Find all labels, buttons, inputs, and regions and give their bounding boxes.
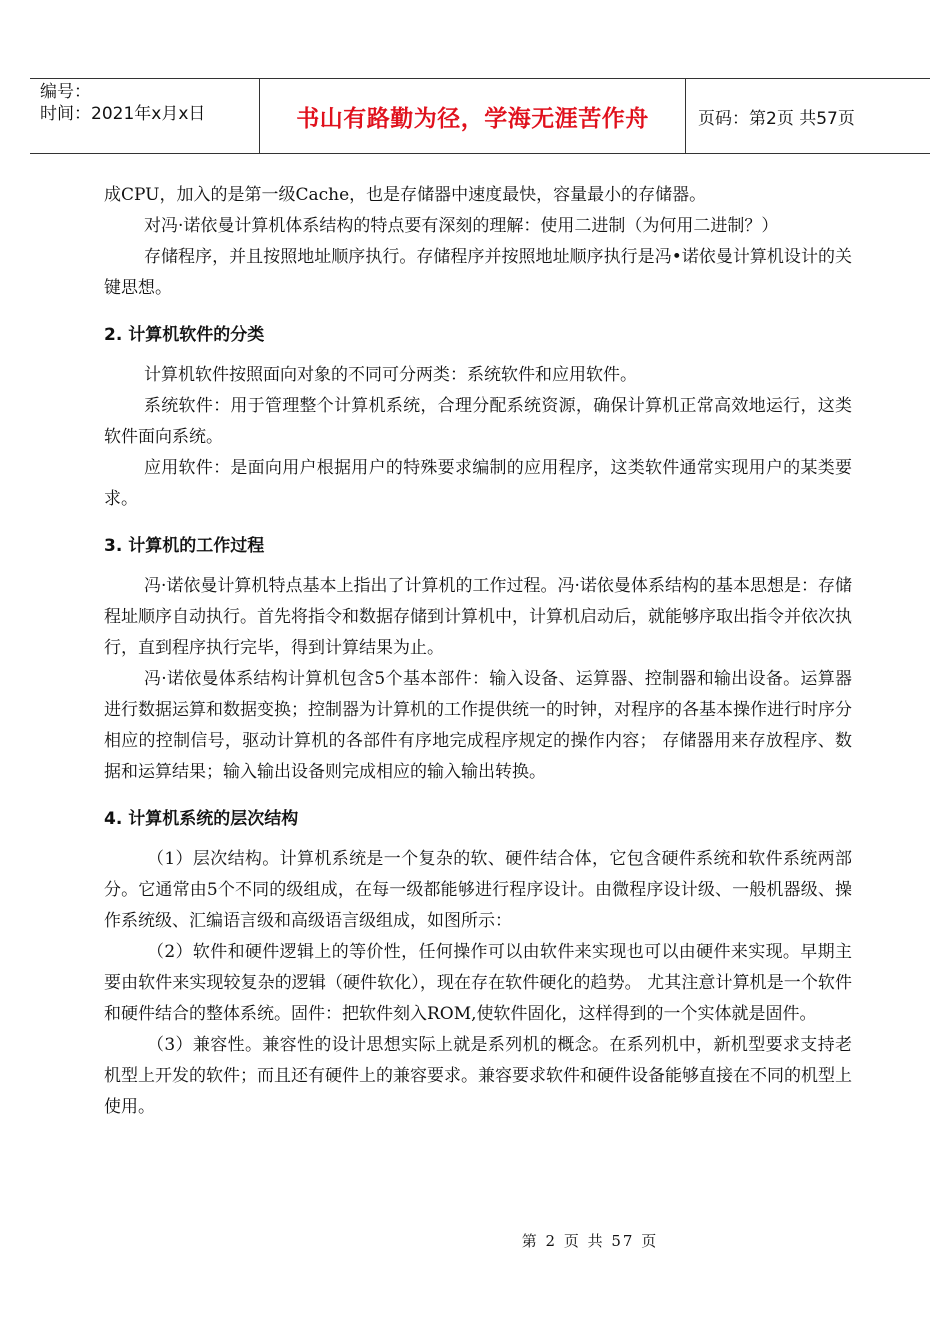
page-header [30,78,930,154]
section-heading: 2. 计算机软件的分类 [104,325,265,345]
section-heading: 3. 计算机的工作过程 [104,536,265,556]
paragraph: 冯·诺依曼体系结构计算机包含5个基本部件：输入设备、运算器、控制器和输出设备。运算器进行数据运算和数据变换；控制器为计算机的工作提供统一的时钟，对程序的各基本操作进行时序分相应的控制信号，驱动计算机的各部件有序地完成程序规定的操作内容； 存储器用来存放程序、数据和运算结果；输入输出设备则完成相应的输入输出转换。 [104,669,852,782]
section-heading: 4. 计算机系统的层次结构 [104,809,299,829]
paragraph: 应用软件：是面向用户根据用户的特殊要求编制的应用程序，这类软件通常实现用户的某类要求。 [104,458,852,509]
page-footer: 第 2 页 共 57 页 [521,1232,659,1250]
paragraph: （3）兼容性。兼容性的设计思想实际上就是系列机的概念。在系列机中，新机型要求支持老机型上开发的软件；而且还有硬件上的兼容要求。兼容要求软件和硬件设备能够直接在不同的机型上使用。 [104,1035,852,1117]
header-meta [30,79,260,153]
header-motto: 书山有路勤为径，学海无涯苦作舟 [260,79,686,153]
doc-number-label: 编号： [40,82,91,102]
paragraph: 计算机软件按照面向对象的不同可分两类：系统软件和应用软件。 [144,365,637,385]
paragraph: 冯·诺依曼计算机特点基本上指出了计算机的工作过程。冯·诺依曼体系结构的基本思想是：存储程址顺序自动执行。首先将指令和数据存储到计算机中，计算机启动后，就能够序取出指令并依次执行，直到程序执行完毕，得到计算结果为止。 [104,576,852,658]
paragraph: 对冯·诺依曼计算机体系结构的特点要有深刻的理解：使用二进制（为何用二进制？） [144,216,779,236]
paragraph: 成CPU，加入的是第一级Cache，也是存储器中速度最快，容量最小的存储器。 [104,185,707,205]
doc-time-label: 时间：2021年x月x日 [40,104,206,124]
document-body [104,180,852,1123]
paragraph: （2）软件和硬件逻辑上的等价性，任何操作可以由软件来实现也可以由硬件来实现。早期主要由软件来实现较复杂的逻辑（硬件软化），现在存在软件硬化的趋势。 尤其注意计算机是一个软件和硬件结合的整体系统。固件：把软件刻入ROM,使软件固化，这样得到的一个实体就是固件。 [104,942,852,1024]
paragraph: 存储程序，并且按照地址顺序执行。存储程序并按照地址顺序执行是冯•诺依曼计算机设计的关键思想。 [104,247,852,298]
header-page-info: 页码：第2页 共57页 [698,108,855,129]
paragraph: （1）层次结构。计算机系统是一个复杂的软、硬件结合体，它包含硬件系统和软件系统两部分。它通常由5个不同的级组成，在每一级都能够进行程序设计。由微程序设计级、一般机器级、操作系统级、汇编语言级和高级语言级组成，如图所示： [104,849,852,931]
paragraph: 系统软件：用于管理整个计算机系统，合理分配系统资源，确保计算机正常高效地运行，这类软件面向系统。 [104,396,852,447]
